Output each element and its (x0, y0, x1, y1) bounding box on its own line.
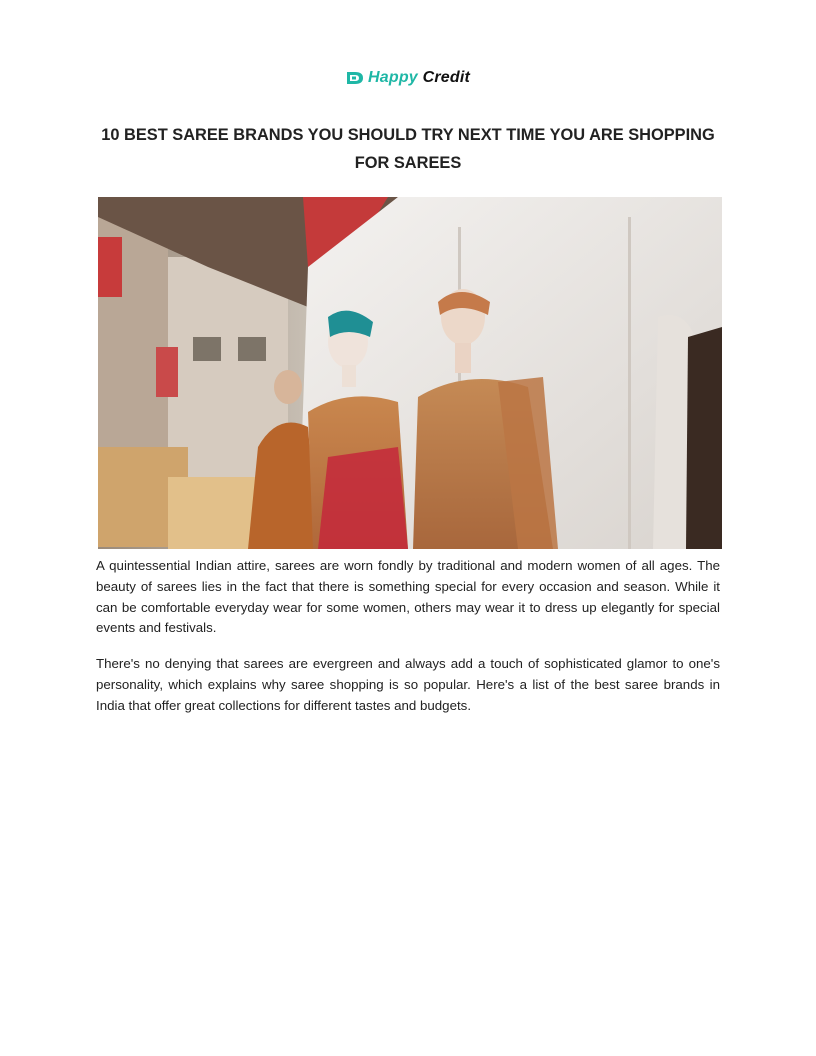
logo-word-happy: Happy (368, 69, 418, 86)
saree-mannequins-photo (98, 197, 722, 549)
context-paragraph: There's no denying that sarees are evergreen and always add a touch of sophisticated glamor to one's personality, which explains why saree shopping is so popular. Here's a list of the best saree brands in India that offer great collections for different tastes and budgets. (96, 656, 720, 713)
hero-image (98, 197, 722, 549)
intro-paragraph: A quintessential Indian attire, sarees are worn fondly by traditional and modern women of all ages. The beauty of sarees lies in the fact that there is something special for every occasion and season. While it can be comfortable everyday wear for some women, others may wear it to dress up elegantly for special events and festivals. (96, 558, 720, 636)
article-title: 10 BEST SAREE BRANDS YOU SHOULD TRY NEXT TIME YOU ARE SHOPPING FOR SAREES (101, 126, 715, 172)
brand-logo (0, 68, 816, 88)
happy-credit-logo-icon (346, 71, 364, 85)
logo-word-credit: Credit (422, 69, 470, 86)
